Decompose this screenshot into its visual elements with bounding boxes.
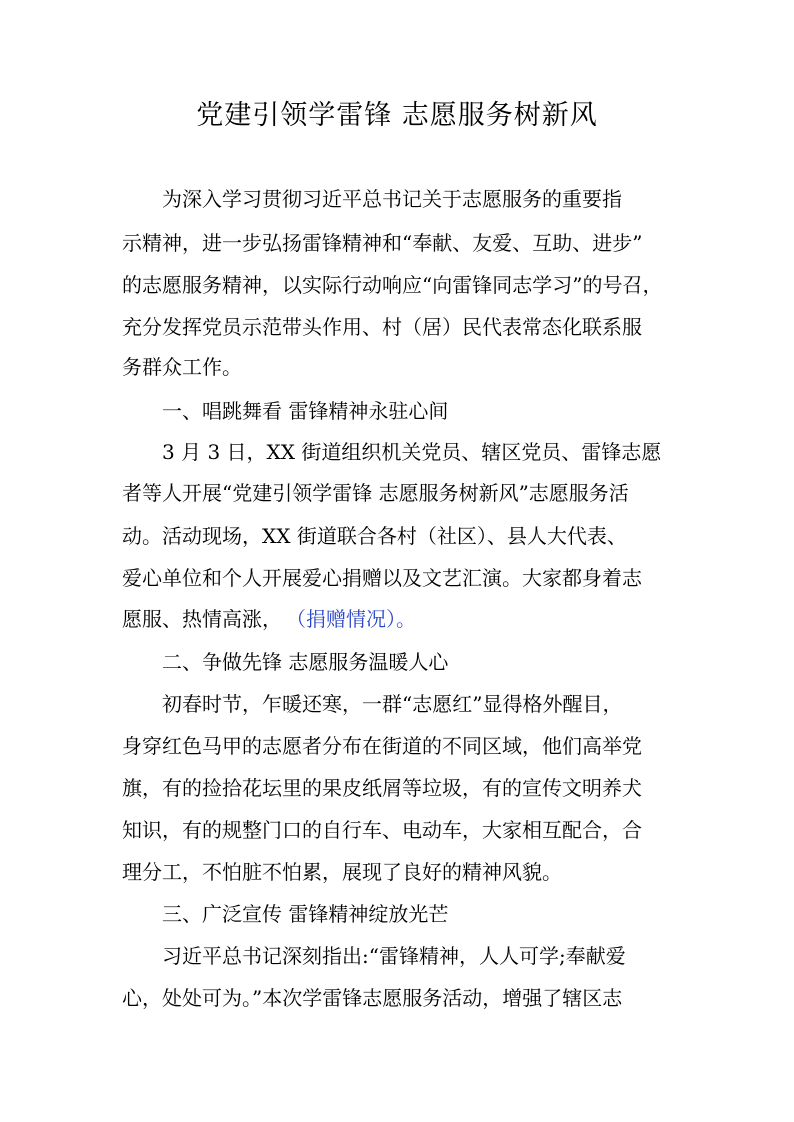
section-2-line-4: 知识，有的规整门口的自行车、电动车，大家相互配合，合 [122, 818, 642, 842]
section-1-line-5 [122, 604, 416, 634]
section-1-line-3: 动。活动现场，XX 街道联合各村（社区）、县人大代表、 [122, 524, 627, 548]
section-1-line-1: 3 月 3 日，XX 街道组织机关党员、辖区党员、雷锋志愿 [162, 440, 662, 464]
section-3-line-2: 心，处处可为。”本次学雷锋志愿服务活动，增强了辖区志 [122, 986, 623, 1010]
intro-line-5: 务群众工作。 [122, 355, 242, 379]
intro-line-3: 的志愿服务精神，以实际行动响应“向雷锋同志学习”的号召， [122, 273, 663, 297]
section-1-line-4: 爱心单位和个人开展爱心捐赠以及文艺汇演。大家都身着志 [122, 566, 642, 590]
intro-line-1: 为深入学习贯彻习近平总书记关于志愿服务的重要指 [162, 187, 622, 211]
section-1-line-5-text: 愿服、热情高涨， [122, 607, 282, 631]
section-1-line-2: 者等人开展“党建引领学雷锋 志愿服务树新风”志愿服务活 [122, 481, 629, 505]
section-1-heading: 一、唱跳舞看 雷锋精神永驻心间 [162, 399, 449, 423]
section-2-line-2: 身穿红色马甲的志愿者分布在街道的不同区域，他们高举党 [122, 734, 642, 758]
section-2-line-5: 理分工，不怕脏不怕累，展现了良好的精神风貌。 [122, 860, 562, 884]
document-title: 党建引领学雷锋 志愿服务树新风 [196, 100, 598, 131]
section-2-heading: 二、争做先锋 志愿服务温暖人心 [162, 650, 449, 674]
intro-line-4: 充分发挥党员示范带头作用、村（居）民代表常态化联系服 [122, 315, 642, 339]
section-3-line-1: 习近平总书记深刻指出:“雷锋精神，人人可学;奉献爱 [162, 944, 626, 968]
intro-line-2: 示精神，进一步弘扬雷锋精神和“奉献、友爱、互助、进步” [122, 231, 643, 255]
section-2-line-3: 旗，有的捡拾花坛里的果皮纸屑等垃圾，有的宣传文明养犬 [122, 776, 642, 800]
section-2-line-1: 初春时节，乍暖还寒，一群“志愿红”显得格外醒目， [162, 692, 623, 716]
donation-info-link[interactable]: （捐赠情况）。 [296, 607, 416, 631]
section-3-heading: 三、广泛宣传 雷锋精神绽放光芒 [162, 902, 449, 926]
